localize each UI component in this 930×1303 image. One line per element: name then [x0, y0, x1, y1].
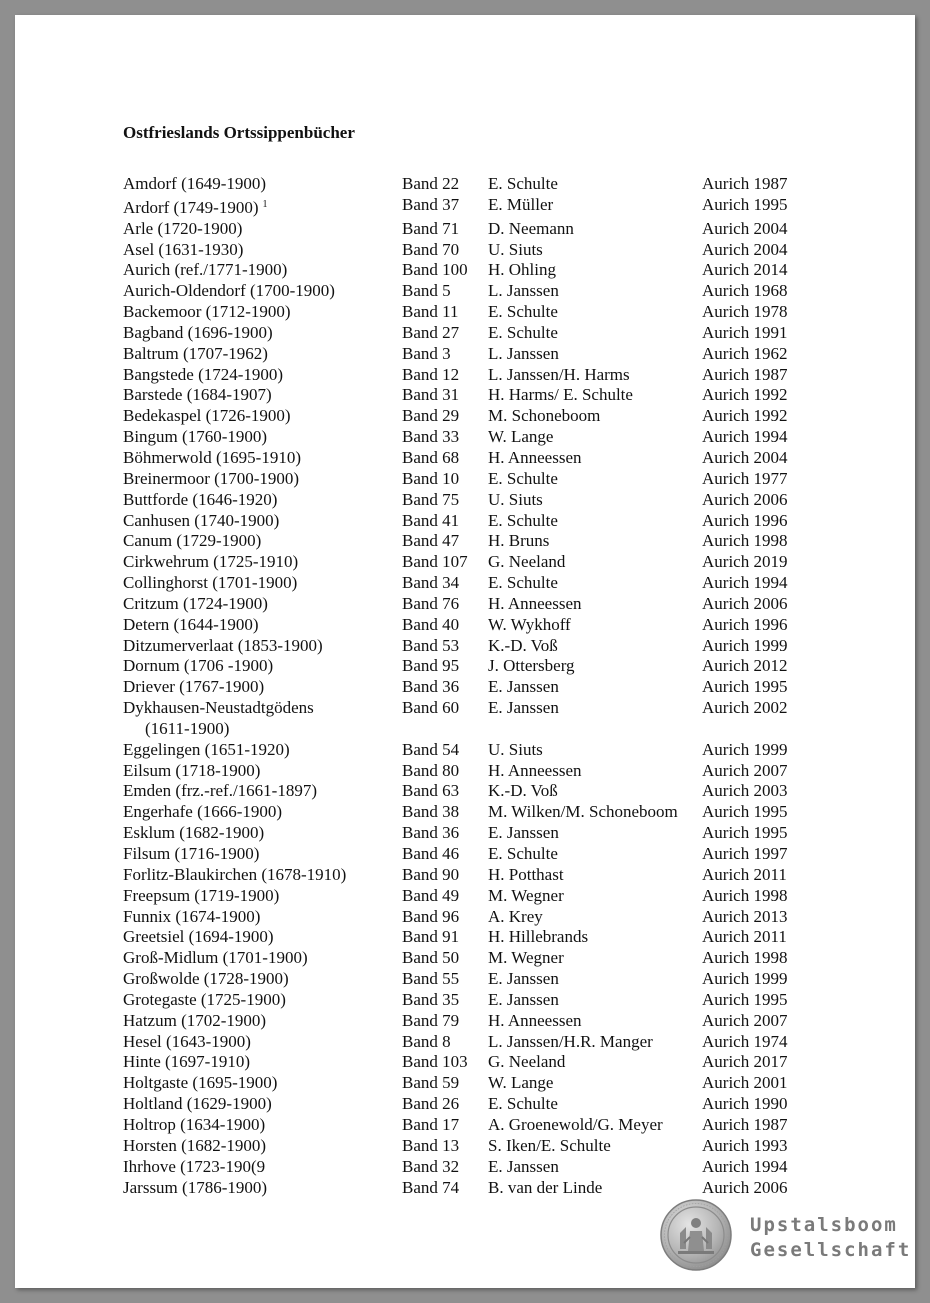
band-cell: Band 95: [402, 656, 460, 676]
band-cell: Band 50: [402, 948, 460, 968]
place-cell: [123, 781, 402, 802]
place-cell: [123, 490, 402, 511]
place-name: Amdorf (1649-1900): [123, 174, 267, 193]
table-row: [123, 865, 823, 886]
place-cell: [123, 615, 402, 636]
place-name: Bagband (1696-1900): [123, 322, 273, 342]
table-row: [123, 948, 823, 969]
band-cell: Band 37: [402, 194, 460, 214]
place-cell: [123, 552, 402, 573]
band-cell: Band 59: [402, 1073, 460, 1093]
author-cell: E. Schulte: [488, 322, 558, 342]
band-cell: Band 17: [402, 1114, 460, 1134]
table-row: [123, 365, 823, 386]
place-name: Holtland (1629-1900): [123, 1094, 272, 1114]
table-row: [123, 907, 823, 928]
author-cell: W. Lange: [488, 1073, 554, 1093]
author-cell: L. Janssen: [488, 343, 559, 363]
place-cell: [123, 1115, 402, 1136]
band-cell: Band 74: [402, 1177, 460, 1197]
table-row: [123, 990, 823, 1011]
place-cell: [123, 990, 402, 1011]
band-cell: Band 79: [402, 1010, 460, 1030]
publication-cell: Aurich 1994: [702, 1156, 788, 1176]
publication-cell: Aurich 1999: [702, 635, 788, 655]
place-name: Jarssum (1786-1900): [123, 1177, 268, 1197]
publication-cell: Aurich 1990: [702, 1094, 788, 1114]
place-cell: [123, 1136, 402, 1157]
place-cell: [123, 365, 402, 386]
author-cell: E. Schulte: [488, 510, 558, 530]
band-cell: Band 41: [402, 510, 460, 530]
place-cell: [123, 302, 402, 323]
place-name: Grotegaste (1725-1900): [123, 989, 286, 1009]
table-row: [123, 174, 823, 195]
author-cell: U. Siuts: [488, 739, 543, 759]
place-name: Cirkwehrum (1725-1910): [123, 552, 299, 572]
author-cell: E. Schulte: [488, 573, 558, 593]
band-cell: Band 22: [402, 174, 460, 193]
publication-cell: Aurich 1995: [702, 194, 788, 214]
author-cell: E. Janssen: [488, 823, 559, 843]
place-cell: [123, 323, 402, 344]
band-cell: Band 75: [402, 489, 460, 509]
band-cell: Band 12: [402, 364, 460, 384]
publication-cell: Aurich 1968: [702, 281, 788, 301]
place-cell: [123, 761, 402, 782]
band-cell: Band 10: [402, 468, 460, 488]
table-row: [123, 761, 823, 782]
seal-icon: [660, 1199, 732, 1271]
author-cell: H. Anneessen: [488, 593, 582, 613]
publication-cell: Aurich 2002: [702, 698, 788, 718]
publication-cell: Aurich 1991: [702, 322, 788, 342]
place-cell: [123, 531, 402, 552]
band-cell: Band 100: [402, 260, 468, 280]
band-cell: Band 3: [402, 343, 451, 363]
author-cell: M. Schoneboom: [488, 406, 601, 426]
author-cell: E. Janssen: [488, 677, 559, 697]
publication-cell: Aurich 2013: [702, 906, 788, 926]
publication-cell: Aurich 2007: [702, 760, 788, 780]
place-name: Driever (1767-1900): [123, 677, 265, 697]
place-cell: [123, 448, 402, 469]
table-row: [123, 406, 823, 427]
publication-cell: Aurich 1997: [702, 844, 788, 863]
place-cell: [123, 740, 402, 761]
band-cell: Band 53: [402, 635, 460, 655]
table-row: [123, 469, 823, 490]
place-name: Arle (1720-1900): [123, 218, 243, 238]
publication-cell: Aurich 1974: [702, 1031, 788, 1051]
place-name: Engerhafe (1666-1900): [123, 802, 283, 822]
place-name: Baltrum (1707-1962): [123, 343, 268, 363]
place-name: Holtrop (1634-1900): [123, 1114, 266, 1134]
place-name: Detern (1644-1900): [123, 614, 259, 634]
band-cell: Band 46: [402, 844, 460, 863]
place-name: Breinermoor (1700-1900): [123, 468, 300, 488]
table-row: [123, 1094, 823, 1115]
author-cell: E. Schulte: [488, 468, 558, 488]
place-name: Eilsum (1718-1900): [123, 760, 261, 780]
publication-cell: Aurich 2003: [702, 781, 788, 801]
table-row: [123, 323, 823, 344]
publication-cell: Aurich 1998: [702, 531, 788, 551]
table-row: [123, 531, 823, 552]
table-row: [123, 302, 823, 323]
publication-cell: Aurich 2004: [702, 239, 788, 259]
author-cell: E. Janssen: [488, 989, 559, 1009]
place-cell: [123, 385, 402, 406]
publication-cell: Aurich 1996: [702, 614, 788, 634]
place-cell: [123, 427, 402, 448]
place-cell: [123, 907, 402, 928]
place-cell: [123, 260, 402, 281]
publication-cell: Aurich 1992: [702, 406, 788, 426]
place-continuation: (1611-1900): [145, 718, 230, 738]
author-cell: L. Janssen/H. Harms: [488, 364, 630, 384]
author-cell: E. Müller: [488, 194, 554, 214]
place-name: Aurich (ref./1771-1900): [123, 260, 288, 280]
author-cell: H. Ohling: [488, 260, 556, 280]
place-cell: [123, 927, 402, 948]
publication-cell: Aurich 1998: [702, 948, 788, 968]
author-cell: E. Schulte: [488, 302, 558, 322]
place-cell: [123, 698, 402, 740]
place-cell: [123, 1094, 402, 1115]
band-cell: Band 38: [402, 802, 460, 822]
band-cell: Band 60: [402, 698, 460, 718]
table-row: [123, 844, 823, 865]
band-cell: Band 80: [402, 760, 460, 780]
table-row: [123, 1073, 823, 1094]
publication-cell: Aurich 1999: [702, 739, 788, 759]
place-cell: [123, 886, 402, 907]
band-cell: Band 54: [402, 739, 460, 759]
band-cell: Band 8: [402, 1031, 451, 1051]
place-name: Aurich-Oldendorf (1700-1900): [123, 281, 335, 301]
author-cell: H. Anneessen: [488, 447, 582, 467]
place-name: Dykhausen-Neustadtgödens: [123, 698, 314, 718]
table-row: [123, 677, 823, 698]
logo-wordmark: [750, 1213, 911, 1263]
place-cell: [123, 656, 402, 677]
author-cell: W. Lange: [488, 427, 554, 447]
author-cell: H. Hillebrands: [488, 927, 589, 947]
place-cell: [123, 948, 402, 969]
place-name: Funnix (1674-1900): [123, 906, 261, 926]
logo-line-1: Upstalsboom: [750, 1214, 898, 1236]
publication-cell: Aurich 1978: [702, 302, 788, 322]
table-row: [123, 781, 823, 802]
author-cell: H. Anneessen: [488, 760, 582, 780]
publication-cell: Aurich 1987: [702, 364, 788, 384]
table-row: [123, 490, 823, 511]
table-row: [123, 969, 823, 990]
publication-cell: Aurich 1994: [702, 573, 788, 593]
place-cell: [123, 1011, 402, 1032]
place-cell: [123, 573, 402, 594]
place-name: Hatzum (1702-1900): [123, 1010, 267, 1030]
publication-cell: Aurich 1992: [702, 385, 788, 405]
band-cell: Band 27: [402, 322, 460, 342]
author-cell: W. Wykhoff: [488, 614, 571, 634]
place-name: Critzum (1724-1900): [123, 593, 268, 613]
place-cell: [123, 1032, 402, 1053]
table-row: [123, 1157, 823, 1178]
place-name: Forlitz-Blaukirchen (1678-1910): [123, 864, 347, 884]
band-cell: Band 26: [402, 1094, 460, 1114]
place-name: Ihrhove (1723-190(9: [123, 1156, 266, 1176]
band-cell: Band 107: [402, 552, 468, 572]
place-cell: [123, 219, 402, 240]
author-cell: J. Ottersberg: [488, 656, 575, 676]
place-cell: [123, 844, 402, 865]
place-name: Bingum (1760-1900): [123, 427, 268, 447]
band-cell: Band 55: [402, 969, 460, 989]
publication-cell: Aurich 2014: [702, 260, 788, 280]
band-cell: Band 49: [402, 885, 460, 905]
footnote-marker: 1: [262, 198, 268, 210]
band-cell: Band 13: [402, 1135, 460, 1155]
place-cell: [123, 969, 402, 990]
publication-cell: Aurich 1987: [702, 174, 788, 193]
table-row: [123, 886, 823, 907]
author-cell: H. Harms/ E. Schulte: [488, 385, 633, 405]
author-cell: U. Siuts: [488, 489, 543, 509]
table-row: [123, 511, 823, 532]
publication-cell: Aurich 1995: [702, 677, 788, 697]
table-row: [123, 344, 823, 365]
place-name: Böhmerwold (1695-1910): [123, 447, 302, 467]
band-cell: Band 34: [402, 573, 460, 593]
table-row: [123, 636, 823, 657]
author-cell: E. Schulte: [488, 1094, 558, 1114]
author-cell: A. Krey: [488, 906, 543, 926]
publication-cell: Aurich 1977: [702, 468, 788, 488]
publication-cell: Aurich 2006: [702, 489, 788, 509]
publication-cell: Aurich 2011: [702, 864, 787, 884]
place-name: Horsten (1682-1900): [123, 1135, 267, 1155]
table-row: [123, 802, 823, 823]
publication-cell: Aurich 2006: [702, 593, 788, 613]
place-cell: [123, 344, 402, 365]
table-row: [123, 281, 823, 302]
author-cell: E. Janssen: [488, 969, 559, 989]
publication-cell: Aurich 1996: [702, 510, 788, 530]
place-name: Großwolde (1728-1900): [123, 969, 289, 989]
place-cell: [123, 677, 402, 698]
author-cell: K.-D. Voß: [488, 781, 558, 801]
place-cell: [123, 865, 402, 886]
band-cell: Band 29: [402, 406, 460, 426]
author-cell: E. Schulte: [488, 844, 558, 863]
author-cell: M. Wegner: [488, 885, 564, 905]
publication-cell: Aurich 1999: [702, 969, 788, 989]
document-page: [15, 15, 915, 1288]
place-name: Ardorf (1749-1900): [123, 197, 259, 217]
table-row: [123, 195, 823, 219]
table-row: [123, 1011, 823, 1032]
publication-cell: Aurich 1987: [702, 1114, 788, 1134]
author-cell: K.-D. Voß: [488, 635, 558, 655]
table-row: [123, 1032, 823, 1053]
table-row: [123, 615, 823, 636]
place-cell: [123, 1073, 402, 1094]
band-cell: Band 96: [402, 906, 460, 926]
place-name: Canum (1729-1900): [123, 531, 262, 551]
table-row: [123, 240, 823, 261]
table-row: [123, 552, 823, 573]
place-name: Collinghorst (1701-1900): [123, 573, 298, 593]
table-row: [123, 927, 823, 948]
publication-cell: Aurich 1994: [702, 427, 788, 447]
band-cell: Band 103: [402, 1052, 468, 1072]
table-row: [123, 1052, 823, 1073]
place-cell: [123, 1178, 402, 1199]
publication-cell: Aurich 1962: [702, 343, 788, 363]
author-cell: M. Wegner: [488, 948, 564, 968]
band-cell: Band 63: [402, 781, 460, 801]
table-row: [123, 260, 823, 281]
band-cell: Band 90: [402, 864, 460, 884]
place-name: Bedekaspel (1726-1900): [123, 406, 291, 426]
place-cell: [123, 469, 402, 490]
table-row: [123, 823, 823, 844]
place-name: Freepsum (1719-1900): [123, 885, 280, 905]
place-cell: [123, 823, 402, 844]
publication-cell: Aurich 2012: [702, 656, 788, 676]
place-cell: [123, 174, 402, 195]
publication-cell: Aurich 2001: [702, 1073, 788, 1093]
publication-cell: Aurich 1995: [702, 989, 788, 1009]
band-cell: Band 76: [402, 593, 460, 613]
place-name: Backemoor (1712-1900): [123, 302, 291, 322]
author-cell: L. Janssen/H.R. Manger: [488, 1031, 653, 1051]
place-cell: [123, 511, 402, 532]
author-cell: E. Janssen: [488, 1156, 559, 1176]
publication-cell: Aurich 1995: [702, 823, 788, 843]
author-cell: H. Anneessen: [488, 1010, 582, 1030]
author-cell: H. Potthast: [488, 864, 564, 884]
place-cell: [123, 406, 402, 427]
table-row: [123, 656, 823, 677]
place-name: Bangstede (1724-1900): [123, 364, 284, 384]
band-cell: Band 33: [402, 427, 460, 447]
place-name: Barstede (1684-1907): [123, 385, 272, 405]
table-row: [123, 1115, 823, 1136]
publication-cell: Aurich 2004: [702, 218, 788, 238]
table-row: [123, 448, 823, 469]
place-name: Hinte (1697-1910): [123, 1052, 251, 1072]
author-cell: M. Wilken/M. Schoneboom: [488, 802, 678, 822]
band-cell: Band 31: [402, 385, 460, 405]
place-cell: [123, 240, 402, 261]
table-row: [123, 594, 823, 615]
author-cell: E. Schulte: [488, 174, 558, 193]
band-cell: Band 11: [402, 302, 459, 322]
publication-cell: Aurich 1995: [702, 802, 788, 822]
place-name: Eggelingen (1651-1920): [123, 739, 290, 759]
author-cell: D. Neemann: [488, 218, 574, 238]
place-name: Groß-Midlum (1701-1900): [123, 948, 308, 968]
table-row: [123, 385, 823, 406]
band-cell: Band 70: [402, 239, 460, 259]
author-cell: G. Neeland: [488, 1052, 566, 1072]
band-cell: Band 32: [402, 1156, 460, 1176]
place-cell: [123, 594, 402, 615]
table-row: [123, 427, 823, 448]
place-name: Holtgaste (1695-1900): [123, 1073, 278, 1093]
table-row: [123, 219, 823, 240]
publication-cell: Aurich 2011: [702, 927, 787, 947]
author-cell: E. Janssen: [488, 698, 559, 718]
publication-cell: Aurich 1993: [702, 1135, 788, 1155]
publication-cell: Aurich 1998: [702, 885, 788, 905]
publication-cell: Aurich 2004: [702, 447, 788, 467]
upstalsboom-logo: [660, 1199, 915, 1275]
author-cell: L. Janssen: [488, 281, 559, 301]
author-cell: H. Bruns: [488, 531, 550, 551]
document-title: Ostfrieslands Ortssippenbücher: [123, 123, 355, 142]
place-name: Ditzumerverlaat (1853-1900): [123, 635, 323, 655]
place-cell: [123, 636, 402, 657]
band-cell: Band 36: [402, 823, 460, 843]
table-row: [123, 573, 823, 594]
band-cell: Band 35: [402, 989, 460, 1009]
author-cell: U. Siuts: [488, 239, 543, 259]
author-cell: S. Iken/E. Schulte: [488, 1135, 611, 1155]
band-cell: Band 91: [402, 927, 460, 947]
table-row: [123, 1136, 823, 1157]
table-row: [123, 740, 823, 761]
author-cell: G. Neeland: [488, 552, 566, 572]
place-name: Hesel (1643-1900): [123, 1031, 251, 1051]
publication-cell: Aurich 2007: [702, 1010, 788, 1030]
publication-cell: Aurich 2019: [702, 552, 788, 572]
band-cell: Band 5: [402, 281, 451, 301]
band-cell: Band 40: [402, 614, 460, 634]
place-cell: [123, 1052, 402, 1073]
place-name: Greetsiel (1694-1900): [123, 927, 274, 947]
table-row: [123, 698, 823, 740]
place-name: Buttforde (1646-1920): [123, 489, 278, 509]
band-cell: Band 47: [402, 531, 460, 551]
place-name: Esklum (1682-1900): [123, 823, 265, 843]
place-name: Dornum (1706 -1900): [123, 656, 274, 676]
band-cell: Band 71: [402, 218, 460, 238]
band-cell: Band 68: [402, 447, 460, 467]
place-cell: [123, 195, 402, 219]
place-cell: [123, 802, 402, 823]
place-name: Asel (1631-1930): [123, 239, 244, 259]
author-cell: B. van der Linde: [488, 1177, 603, 1197]
publication-cell: Aurich 2017: [702, 1052, 788, 1072]
table-row: [123, 1178, 823, 1199]
place-name: Canhusen (1740-1900): [123, 510, 280, 530]
place-cell: [123, 1157, 402, 1178]
place-cell: [123, 281, 402, 302]
place-name: Filsum (1716-1900): [123, 844, 260, 863]
author-cell: A. Groenewold/G. Meyer: [488, 1114, 663, 1134]
logo-line-2: Gesellschaft: [750, 1239, 912, 1261]
band-cell: Band 36: [402, 677, 460, 697]
place-name: Emden (frz.-ref./1661-1897): [123, 781, 318, 801]
ortssippenbuecher-table: [123, 174, 823, 1198]
publication-cell: Aurich 2006: [702, 1177, 788, 1197]
